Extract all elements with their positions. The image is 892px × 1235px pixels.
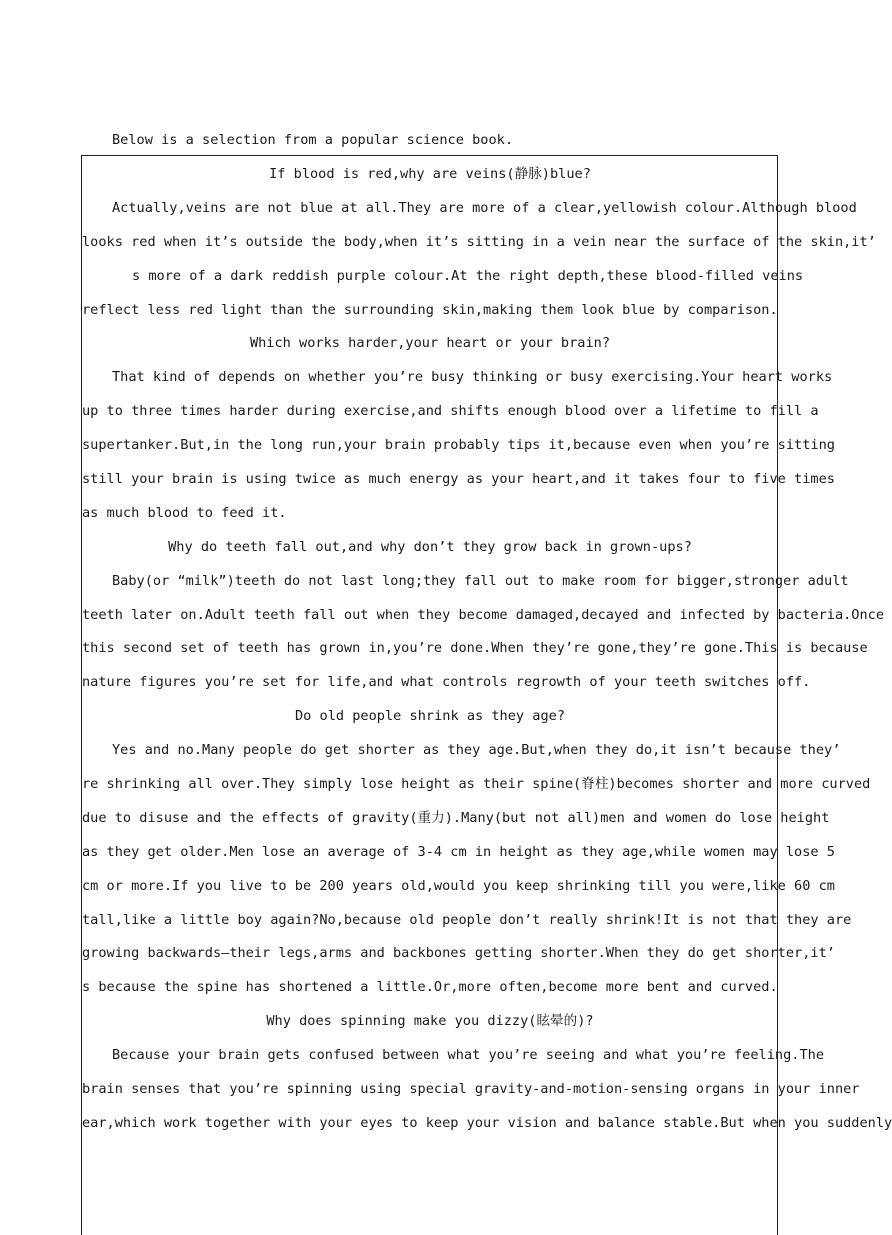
passage-line: reflect less red light than the surrounding skin,making them look blue by comparison. <box>82 301 778 318</box>
passage-line: s more of a dark reddish purple colour.At the right depth,these blood-filled veins <box>132 267 804 284</box>
passage-line: nature figures you’re set for life,and what controls regrowth of your teeth switches off. <box>82 674 811 691</box>
passage-line: as they get older.Men lose an average of 3-4 cm in height as they age,while women may lose 5 <box>82 843 835 860</box>
passage-line: Because your brain gets confused between what you’re seeing and what you’re feeling.The <box>112 1047 825 1064</box>
passage-line: this second set of teeth has grown in,you’re done.When they’re gone,they’re gone.This is because <box>82 640 868 657</box>
passage-content <box>82 158 892 1141</box>
passage-line: teeth later on.Adult teeth fall out when they become damaged,decayed and infected by bacteria.Once <box>82 606 885 623</box>
passage-line: Baby(or “milk”)teeth do not last long;they fall out to make room for bigger,stronger adult <box>112 572 849 589</box>
passage-line: due to disuse and the effects of gravity(重力).Many(but not all)men and women do lose height <box>82 809 830 826</box>
passage-line: brain senses that you’re spinning using special gravity-and-motion-sensing organs in your inner <box>82 1081 860 1098</box>
question-heading: Which works harder,your heart or your brain? <box>249 335 611 352</box>
passage-line: supertanker.But,in the long run,your brain probably tips it,because even when you’re sitting <box>82 437 835 454</box>
passage-line: Yes and no.Many people do get shorter as they age.But,when they do,it isn’t because they’ <box>112 742 841 759</box>
passage-line: looks red when it’s outside the body,when it’s sitting in a vein near the surface of the skin,it’ <box>82 233 876 250</box>
passage-line: cm or more.If you live to be 200 years old,would you keep shrinking till you were,like 60 cm <box>82 877 835 894</box>
passage-line: s because the spine has shortened a little.Or,more often,become more bent and curved. <box>82 979 778 996</box>
passage-line: as much blood to feed it. <box>82 504 287 521</box>
passage-line: re shrinking all over.They simply lose height as their spine(脊柱)becomes shorter and more curved <box>82 776 871 793</box>
question-heading: Why do teeth fall out,and why don’t they grow back in grown-ups? <box>168 538 692 555</box>
passage-line: Actually,veins are not blue at all.They are more of a clear,yellowish colour.Although blood <box>112 199 857 216</box>
passage-line: growing backwards—their legs,arms and backbones getting shorter.When they do get shorter,it’ <box>82 945 835 962</box>
question-heading: Why does spinning make you dizzy(眩晕的)? <box>266 1013 594 1030</box>
question-heading: Do old people shrink as they age? <box>294 708 566 725</box>
question-heading: If blood is red,why are veins(静脉)blue? <box>269 166 591 182</box>
passage-line: ear,which work together with your eyes to keep your vision and balance stable.But when you suddenly <box>82 1114 892 1131</box>
passage-line: still your brain is using twice as much energy as your heart,and it takes four to five times <box>82 471 835 488</box>
passage-line: That kind of depends on whether you’re busy thinking or busy exercising.Your heart works <box>112 369 833 386</box>
intro-text: Below is a selection from a popular science book. <box>112 132 514 148</box>
passage-line: up to three times harder during exercise,and shifts enough blood over a lifetime to fill a <box>82 403 819 420</box>
passage-line: tall,like a little boy again?No,because old people don’t really shrink!It is not that they are <box>82 911 852 928</box>
